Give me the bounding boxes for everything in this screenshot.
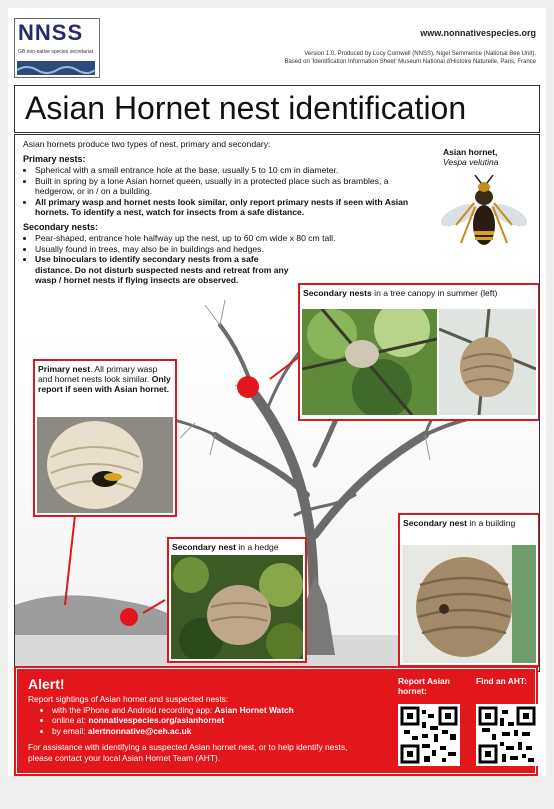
secondary-heading: Secondary nests: bbox=[23, 221, 99, 232]
title-box bbox=[14, 85, 540, 133]
alert-lead: Report sightings of Asian hornet and suspected nests: bbox=[28, 694, 229, 704]
hedge-nest-photo bbox=[171, 555, 303, 659]
secondary-bullet: • Use binoculars to identify secondary nests from a safe distance. Do not disturb suspected nests and retreat from any wasp / hornet nests if flying insects are observed. bbox=[35, 254, 290, 286]
primary-nest-photo bbox=[37, 417, 173, 513]
alert-text bbox=[28, 694, 373, 763]
wave-icon bbox=[17, 61, 95, 75]
version-line-2: Based on 'Identification Information Sheet' Museum National d'Histoire Naturelle, Paris, France bbox=[284, 59, 536, 65]
primary-bullet: • All primary wasp and hornet nests look similar, only report primary nests if seen with Asian hornets. To identify a nest, watch for insects from a safe distance. bbox=[35, 197, 423, 218]
qr-aht-label: Find an AHT: bbox=[476, 676, 527, 686]
canopy-photo-left bbox=[302, 309, 437, 415]
callout-canopy bbox=[298, 283, 540, 421]
hornet-latin-name: Vespa velutina bbox=[443, 157, 499, 167]
logo-wave-band bbox=[17, 61, 95, 75]
alert-heading: Alert! bbox=[28, 676, 65, 692]
alert-footer: For assistance with identifying a suspected Asian hornet nest, or to help identify nests, please contact your local Asian Hornet Team (AHT). bbox=[28, 742, 348, 763]
callout-primary bbox=[33, 359, 177, 517]
logo-text: NNSS bbox=[18, 20, 84, 45]
secondary-list bbox=[23, 233, 423, 286]
alert-item-app: • with the iPhone and Android recording app: Asian Hornet Watch bbox=[52, 705, 373, 716]
callout-hedge bbox=[167, 537, 307, 663]
logo-subtitle: GB non-native species secretariat bbox=[18, 49, 94, 55]
intro-text: Asian hornets produce two types of nest, primary and secondary: bbox=[23, 139, 271, 149]
website-link[interactable]: www.nonnativespecies.org bbox=[420, 28, 536, 38]
secondary-bullet: • Pear-shaped, entrance hole halfway up the nest, up to 60 cm wide x 80 cm tall. bbox=[35, 233, 423, 244]
alert-list bbox=[28, 705, 373, 737]
qr-aht-icon[interactable] bbox=[476, 704, 538, 766]
page-title: Asian Hornet nest identification bbox=[25, 90, 467, 126]
alert-item-email[interactable]: • by email: alertnonnative@ceh.ac.uk bbox=[52, 726, 373, 737]
alert-item-online[interactable]: • online at: nonnativespecies.org/asianhornet bbox=[52, 715, 373, 726]
content-panel bbox=[14, 134, 540, 672]
primary-heading: Primary nests: bbox=[23, 153, 86, 164]
poster bbox=[8, 8, 546, 776]
primary-bullet: • Built in spring by a lone Asian hornet queen, usually in a protected place such as brambles, a hedgerow, or in / on a building. bbox=[35, 176, 423, 197]
primary-bullet: • Spherical with a small entrance hole at the base, usually 5 to 10 cm in diameter. bbox=[35, 165, 423, 176]
hornet-caption bbox=[443, 147, 498, 167]
nnss-logo bbox=[14, 18, 100, 78]
building-nest-photo bbox=[402, 545, 536, 663]
hornet-name: Asian hornet, bbox=[443, 147, 498, 157]
asian-hornet-icon bbox=[441, 175, 527, 265]
callout-canopy-caption: Secondary nests in a tree canopy in summer (left) bbox=[303, 288, 498, 298]
version-line-1: Version 1.0. Produced by Lucy Cornwell (NNSS), Nigel Semmence (National Bee Unit). bbox=[304, 51, 536, 57]
callout-building-caption: Secondary nest in a building bbox=[403, 518, 516, 528]
canopy-photo-right bbox=[439, 309, 536, 415]
version-credits bbox=[176, 50, 536, 66]
primary-list bbox=[23, 165, 423, 218]
callout-primary-caption: Primary nest. All primary wasp and hornet nests look similar. Only report if seen with Asian hornet. bbox=[38, 364, 171, 394]
callout-hedge-caption: Secondary nest in a hedge bbox=[172, 542, 279, 552]
red-marker-hedge bbox=[120, 608, 138, 626]
info-text bbox=[23, 139, 423, 286]
qr-report-icon[interactable] bbox=[398, 704, 460, 766]
qr-report-label: Report Asian hornet: bbox=[398, 676, 450, 696]
secondary-bullet: • Usually found in trees, may also be in buildings and hedges. bbox=[35, 244, 423, 255]
callout-building bbox=[398, 513, 540, 667]
alert-panel bbox=[14, 666, 538, 776]
